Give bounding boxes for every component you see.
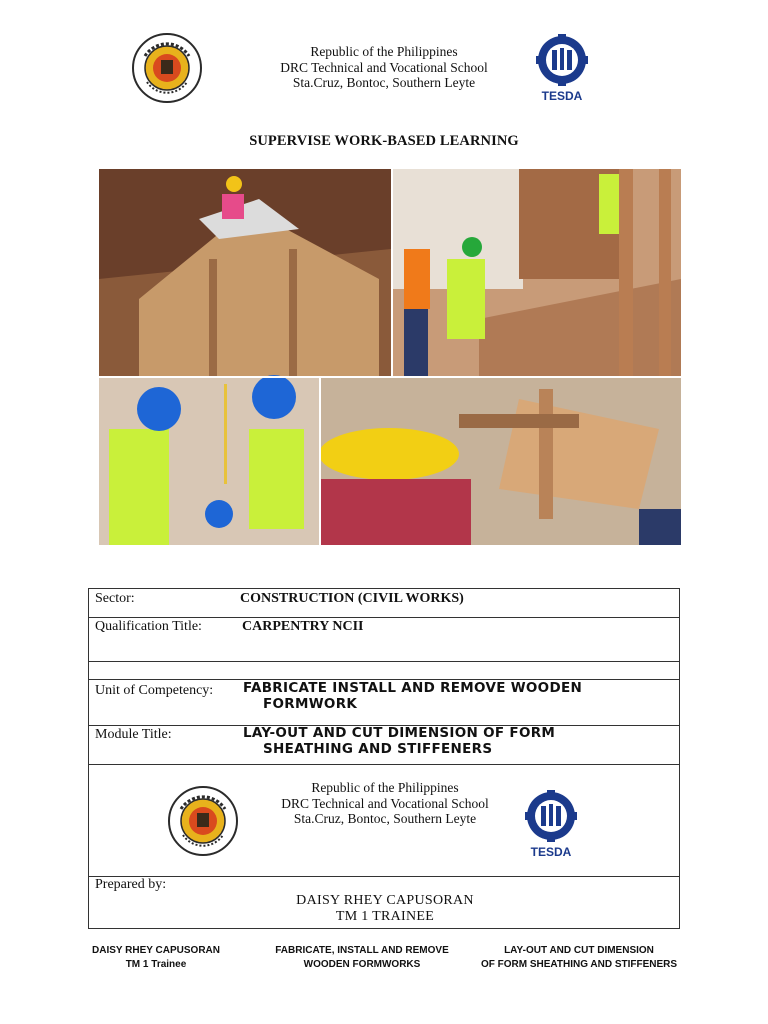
school-header	[230, 44, 538, 91]
row-inner-header	[89, 765, 680, 877]
module-info-table	[88, 588, 680, 929]
inner-line-republic: Republic of the Philippines	[311, 780, 459, 795]
training-photo-collage	[99, 169, 681, 545]
header-line-republic: Republic of the Philippines	[310, 44, 458, 59]
sector-value: CONSTRUCTION (CIVIL WORKS)	[240, 591, 464, 606]
footer-left	[86, 944, 226, 972]
drc-logo-top	[131, 32, 203, 109]
prepared-role: TM 1 TRAINEE	[335, 909, 435, 924]
header-line-school: DRC Technical and Vocational School	[280, 59, 488, 75]
tesda-logo-inner	[519, 790, 583, 863]
unit-value-line2: FORMWORK	[263, 696, 358, 712]
drc-logo-inner	[167, 785, 239, 862]
module-value-line2: SHEATHING AND STIFFENERS	[263, 741, 493, 757]
inner-line-address: Sta.Cruz, Bontoc, Southern Leyte	[293, 811, 477, 826]
footer-competency-line2: WOODEN FORMWORKS	[303, 959, 421, 970]
row-unit	[89, 680, 680, 726]
row-module	[89, 726, 680, 765]
footer-module-line1: LAY-OUT AND CUT DIMENSION	[504, 945, 654, 956]
unit-value-line1: FABRICATE INSTALL AND REMOVE WOODEN	[243, 680, 583, 696]
collage-image	[99, 169, 681, 545]
tesda-label: TESDA	[541, 89, 583, 102]
unit-label: Unit of Competency:	[95, 683, 214, 698]
drc-seal-icon	[167, 785, 239, 857]
row-spacer	[89, 662, 680, 680]
footer-author: DAISY RHEY CAPUSORAN	[92, 945, 220, 956]
footer-module-line2: OF FORM SHEATHING AND STIFFENERS	[480, 959, 678, 970]
module-label: Module Title:	[95, 727, 172, 742]
drc-seal-icon	[131, 32, 203, 104]
footer-competency-line1: FABRICATE, INSTALL AND REMOVE	[275, 945, 449, 956]
row-qualification	[89, 618, 680, 662]
sector-label: Sector:	[95, 591, 135, 606]
header-line-address: Sta.Cruz, Bontoc, Southern Leyte	[292, 75, 476, 90]
tesda-logo-top	[530, 34, 594, 107]
footer-author-role: TM 1 Trainee	[125, 959, 187, 970]
tesda-gear-icon	[530, 34, 594, 102]
tesda-label: TESDA	[530, 845, 572, 858]
footer-middle	[262, 944, 462, 972]
qualification-label: Qualification Title:	[95, 619, 202, 634]
inner-line-school: DRC Technical and Vocational School	[281, 795, 489, 811]
prepared-by	[89, 893, 681, 925]
tesda-gear-icon	[519, 790, 583, 858]
inner-school-header	[231, 780, 539, 827]
document-title: SUPERVISE WORK-BASED LEARNING	[249, 133, 519, 149]
footer-right	[474, 944, 684, 972]
prepared-name: DAISY RHEY CAPUSORAN	[296, 893, 474, 908]
qualification-value: CARPENTRY NCII	[242, 619, 364, 634]
row-sector	[89, 589, 680, 618]
module-value-line1: LAY-OUT AND CUT DIMENSION OF FORM	[243, 725, 556, 741]
prepared-label: Prepared by:	[95, 877, 167, 892]
row-prepared	[89, 877, 680, 929]
